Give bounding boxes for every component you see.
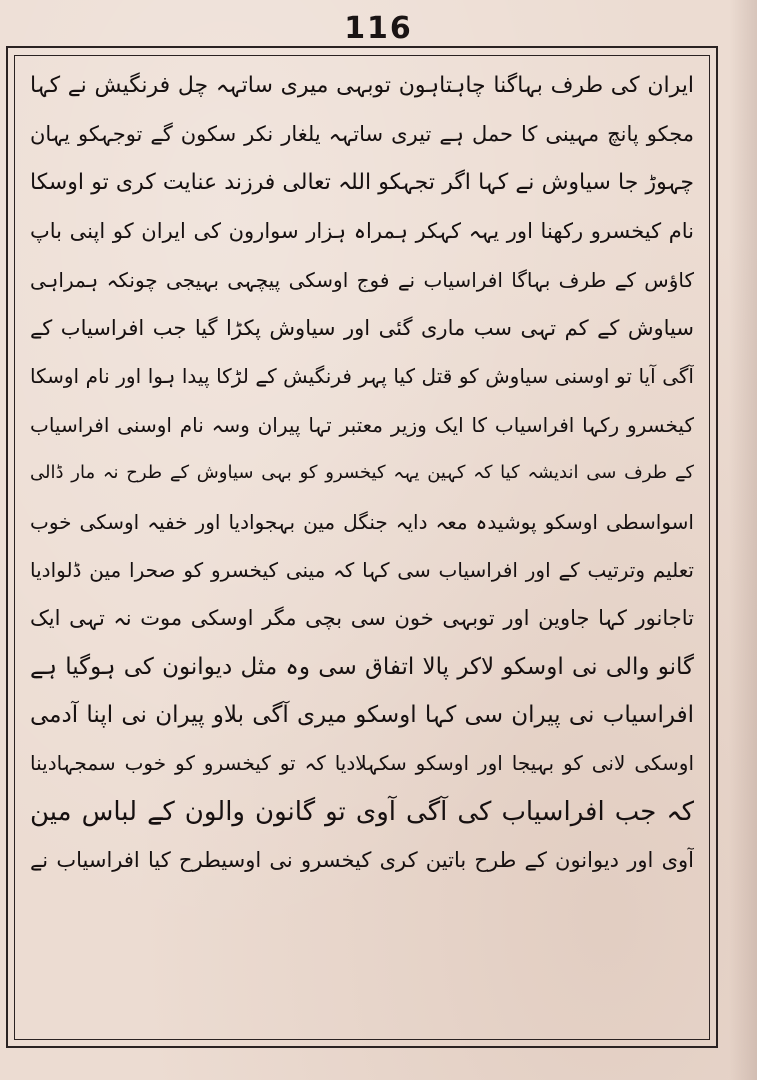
text-line: کے طرف سی اندیشہ کیا کہ کہین یہہ کیخسرو کو بہی سیاوش کے طرح نہ مار ڈالی xyxy=(30,462,694,484)
text-line: اسواسطی اوسکو پوشیدہ معہ دایہ جنگل مین بہجوادیا اور خفیہ اوسکی خوب xyxy=(30,509,694,534)
text-line: مجکو پانچ مہینی کا حمل ہے تیری ساتہہ یلغار نکر سکون گے توجہکو یہان xyxy=(30,122,694,147)
text-line: سیاوش کے کم تہی سب ماری گئی اور سیاوش پکڑا گیا جب افراسیاب کے xyxy=(30,315,694,340)
text-line: گانو والی نی اوسکو لاکر پالا اتفاق سی وہ مثل دیوانون کی ہوگیا ہے xyxy=(30,653,694,680)
text-line: افراسیاب نی پیران سی کہا اوسکو میری آگی بلاو پیران نی اپنا آدمی xyxy=(30,702,694,729)
page-edge-shadow xyxy=(729,0,757,1080)
text-line: تعلیم وترتیب کے اور افراسیاب سی کہا کہ مینی کیخسرو کو صحرا مین ڈلوادیا xyxy=(30,557,694,582)
text-line: کہ جب افراسیاب کی آگی آوی تو گانون والون کے لباس مین xyxy=(30,796,694,827)
text-line: آوی اور دیوانون کے طرح باتین کری کیخسرو نی اوسیطرح کیا افراسیاب نے xyxy=(30,848,694,873)
text-line: آگی آیا تو اوسنی سیاوش کو قتل کیا پہر فرنگیش کے لڑکا پیدا ہوا اور نام اوسکا xyxy=(30,364,694,389)
text-line: کیخسرو رکہا افراسیاب کا ایک وزیر معتبر تہا پیران وسہ نام اوسنی افراسیاب xyxy=(30,412,694,437)
urdu-text-block xyxy=(30,62,694,1030)
page-number: 116 xyxy=(344,11,413,46)
text-line: تاجانور کہا جاوین اور توبہی خون سی بچی مگر اوسکی موت نہ تہی ایک xyxy=(30,606,694,631)
text-line: ایران کی طرف بہاگنا چاہتاہون توبہی میری ساتہہ چل فرنگیش نے کہا xyxy=(30,73,694,98)
text-line: اوسکی لانی کو بہیجا اور اوسکو سکہلادیا کہ تو کیخسرو کو خوب سمجہادینا xyxy=(30,751,694,776)
text-line: کاؤس کے طرف بہاگا افراسیاب نے فوج اوسکی پیچہی بہیجی چونکہ ہمراہی xyxy=(30,267,694,292)
text-line: نام کیخسرو رکھنا اور یہہ کہکر ہمراہ ہزار سوارون کی ایران کو اپنی باپ xyxy=(30,219,694,244)
text-line: چہوڑ جا سیاوش نے کہا اگر تجہکو اللہ تعالی فرزند عنایت کری تو اوسکا xyxy=(30,169,694,195)
